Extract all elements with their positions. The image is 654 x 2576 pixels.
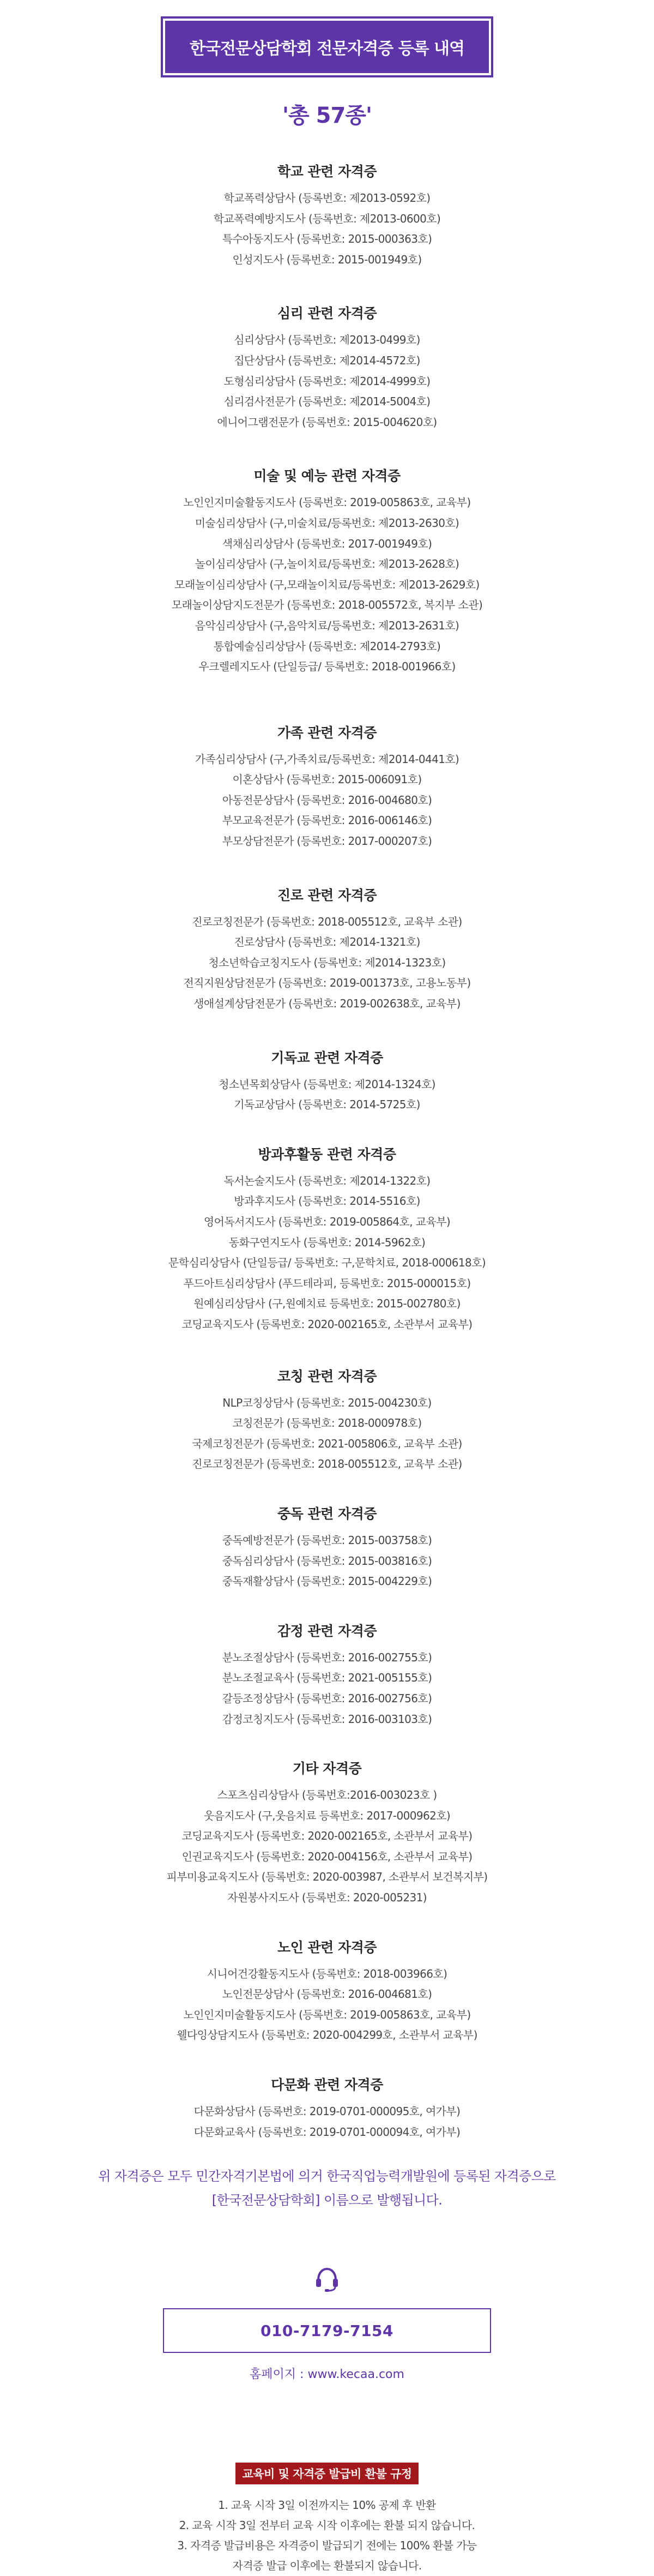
certificate-item: 생애설계상담전문가 (등록번호: 2019-002638호, 교육부) bbox=[193, 997, 461, 1011]
total-count: '총 57종' bbox=[282, 103, 372, 128]
certificate-item: 학교폭력상담사 (등록번호: 제2013-0592호) bbox=[223, 191, 431, 205]
certificate-item: 진로코칭전문가 (등록번호: 2018-005512호, 교육부 소관) bbox=[192, 915, 462, 928]
category-title: 중독 관련 자격증 bbox=[277, 1505, 377, 1522]
certificate-item: 집단상담사 (등록번호: 제2014-4572호) bbox=[234, 353, 420, 367]
category-title: 코칭 관련 자격증 bbox=[277, 1368, 377, 1384]
category-section bbox=[0, 161, 654, 270]
certificate-item: 인권교육지도사 (등록번호: 2020-004156호, 소관부서 교육부) bbox=[181, 1850, 473, 1863]
page-title: 한국전문상담학회 전문자격증 등록 내역 bbox=[190, 39, 464, 58]
homepage-link[interactable]: 홈페이지 : www.kecaa.com bbox=[250, 2368, 404, 2382]
certificate-item: 모래놀이상담지도전문가 (등록번호: 2018-005572호, 복지부 소관) bbox=[171, 598, 483, 612]
certificate-item: 이혼상담사 (등록번호: 2015-006091호) bbox=[232, 773, 422, 786]
category-title: 기타 자격증 bbox=[292, 1761, 362, 1777]
certificate-item: 방과후지도사 (등록번호: 2014-5516호) bbox=[234, 1194, 420, 1208]
certificate-item: 에니어그램전문가 (등록번호: 2015-004620호) bbox=[217, 415, 437, 429]
page bbox=[0, 19, 654, 2573]
category-section bbox=[0, 1366, 654, 1475]
category-title: 미술 및 예능 관련 자격증 bbox=[253, 468, 401, 484]
certificate-item: NLP코칭상담사 (등록번호: 2015-004230호) bbox=[222, 1396, 432, 1409]
certificate-item: 부모교육전문가 (등록번호: 2016-006146호) bbox=[222, 814, 432, 827]
certificate-item: 코칭전문가 (등록번호: 2018-000978호) bbox=[232, 1416, 422, 1430]
certificate-item: 분노조절교육사 (등록번호: 2021-005155호) bbox=[222, 1671, 432, 1685]
certificate-item: 피부미용교육지도사 (등록번호: 2020-003987, 소관부서 보건복지부) bbox=[166, 1870, 488, 1884]
certificate-item: 문학심리상담사 (단일등급/ 등록번호: 구,문학치료, 2018-000618호) bbox=[168, 1256, 486, 1270]
category-title: 감정 관련 자격증 bbox=[277, 1623, 377, 1639]
category-title: 다문화 관련 자격증 bbox=[271, 2077, 383, 2093]
category-title: 노인 관련 자격증 bbox=[277, 1939, 377, 1955]
notice-line-2: [한국전문상담학회] 이름으로 발행됩니다. bbox=[211, 2193, 443, 2208]
certificate-item: 영어독서지도사 (등록번호: 2019-005864호, 교육부) bbox=[203, 1215, 451, 1228]
certificate-item: 가족심리상담사 (구,가족치료/등록번호: 제2014-0441호) bbox=[195, 752, 459, 766]
certificate-item: 감정코칭지도사 (등록번호: 2016-003103호) bbox=[222, 1712, 432, 1726]
category-title: 심리 관련 자격증 bbox=[277, 305, 377, 322]
phone-box[interactable] bbox=[163, 2308, 491, 2353]
certificate-item: 웰다잉상담지도사 (등록번호: 2020-004299호, 소관부서 교육부) bbox=[177, 2028, 477, 2042]
certificate-item: 웃음지도사 (구,웃음치료 등록번호: 2017-000962호) bbox=[203, 1809, 451, 1822]
category-title: 기독교 관련 자격증 bbox=[271, 1049, 383, 1066]
certificate-item: 특수아동지도사 (등록번호: 2015-000363호) bbox=[222, 232, 432, 246]
category-title: 가족 관련 자격증 bbox=[277, 724, 377, 741]
category-section bbox=[0, 885, 654, 1014]
certificate-item: 중독예방전문가 (등록번호: 2015-003758호) bbox=[222, 1533, 432, 1547]
certificate-item: 노인인지미술활동지도사 (등록번호: 2019-005863호, 교육부) bbox=[183, 2008, 471, 2021]
certificate-item: 코딩교육지도사 (등록번호: 2020-002165호, 소관부서 교육부) bbox=[181, 1317, 473, 1331]
refund-rule: 3. 자격증 발급비용은 자격증이 발급되기 전에는 100% 환불 가능 bbox=[177, 2539, 477, 2553]
certificate-item: 심리검사전문가 (등록번호: 제2014-5004호) bbox=[223, 395, 431, 409]
certificate-item: 노인인지미술활동지도사 (등록번호: 2019-005863호, 교육부) bbox=[183, 496, 471, 509]
notice-line-1: 위 자격증은 모두 민간자격기본법에 의거 한국직업능력개발원에 등록된 자격증으로 bbox=[98, 2169, 556, 2184]
certificate-item: 푸드아트심리상담사 (푸드테라피, 등록번호: 2015-000015호) bbox=[183, 1276, 471, 1290]
certificate-item: 도형심리상담사 (등록번호: 제2014-4999호) bbox=[223, 374, 431, 388]
certificate-item: 시니어건강활동지도사 (등록번호: 2018-003966호) bbox=[207, 1967, 447, 1980]
certificate-item: 인성지도사 (등록번호: 2015-001949호) bbox=[232, 253, 422, 266]
certificate-item: 독서논술지도사 (등록번호: 제2014-1322호) bbox=[223, 1174, 431, 1187]
category-section bbox=[0, 1937, 654, 2046]
refund-rule: 자격증 발급 이후에는 환불되지 않습니다. bbox=[232, 2559, 422, 2573]
refund-title-badge: 교육비 및 자격증 발급비 환불 규정 bbox=[235, 2463, 418, 2484]
certificate-item: 학교폭력예방지도사 (등록번호: 제2013-0600호) bbox=[213, 212, 441, 225]
certificate-item: 중독재활상담사 (등록번호: 2015-004229호) bbox=[222, 1575, 432, 1588]
category-section bbox=[0, 1503, 654, 1592]
category-section bbox=[0, 1047, 654, 1115]
certificate-item: 갈등조정상담사 (등록번호: 2016-002756호) bbox=[222, 1691, 432, 1705]
category-section bbox=[0, 465, 654, 677]
certificate-item: 우크렐레지도사 (단일등급/ 등록번호: 2018-001966호) bbox=[198, 660, 456, 674]
certificate-item: 심리상담사 (등록번호: 제2013-0499호) bbox=[234, 333, 420, 347]
certificate-item: 중독심리상담사 (등록번호: 2015-003816호) bbox=[222, 1554, 432, 1568]
certificate-item: 놀이심리상담사 (구,놀이치료/등록번호: 제2013-2628호) bbox=[195, 557, 459, 571]
certificate-item: 기독교상담사 (등록번호: 2014-5725호) bbox=[234, 1098, 420, 1112]
certificate-item: 색채심리상담사 (등록번호: 2017-001949호) bbox=[222, 537, 432, 550]
refund-rule: 2. 교육 시작 3일 전부터 교육 시작 이후에는 환불 되지 않습니다. bbox=[179, 2519, 475, 2532]
category-title: 학교 관련 자격증 bbox=[277, 164, 377, 179]
phone-number[interactable]: 010-7179-7154 bbox=[260, 2321, 394, 2340]
certificate-item: 음악심리상담사 (구,음악치료/등록번호: 제2013-2631호) bbox=[195, 619, 459, 632]
refund-policy-list bbox=[0, 2495, 654, 2576]
category-section bbox=[0, 1620, 654, 1730]
certificate-item: 코딩교육지도사 (등록번호: 2020-002165호, 소관부서 교육부) bbox=[181, 1829, 473, 1843]
refund-rule: 1. 교육 시작 3일 이전까지는 10% 공제 후 반환 bbox=[218, 2499, 436, 2512]
certificate-item: 통합예술심리상담사 (등록번호: 제2014-2793호) bbox=[213, 639, 441, 653]
certificate-item: 청소년학습코칭지도사 (등록번호: 제2014-1323호) bbox=[208, 956, 446, 969]
category-section bbox=[0, 1758, 654, 1908]
category-list bbox=[0, 161, 654, 2142]
certificate-item: 부모상담전문가 (등록번호: 2017-000207호) bbox=[222, 834, 432, 848]
category-section bbox=[0, 1144, 654, 1335]
certificate-item: 동화구연지도사 (등록번호: 2014-5962호) bbox=[228, 1235, 426, 1249]
certificate-item: 청소년목회상담사 (등록번호: 제2014-1324호) bbox=[219, 1077, 435, 1091]
certificate-item: 다문화상담사 (등록번호: 2019-0701-000095호, 여가부) bbox=[193, 2105, 461, 2118]
certificate-item: 모래놀이심리상담사 (구,모래놀이치료/등록번호: 제2013-2629호) bbox=[174, 578, 480, 591]
certificate-item: 국제코칭전문가 (등록번호: 2021-005806호, 교육부 소관) bbox=[192, 1437, 462, 1450]
certificate-item: 스포츠심리상담사 (등록번호:2016-003023호 ) bbox=[217, 1788, 437, 1802]
headset-icon bbox=[313, 2265, 341, 2293]
category-title: 진로 관련 자격증 bbox=[277, 887, 377, 903]
category-section bbox=[0, 303, 654, 433]
certificate-item: 원예심리상담사 (구,원예치료 등록번호: 2015-002780호) bbox=[193, 1297, 461, 1311]
category-section bbox=[0, 2074, 654, 2142]
certificate-item: 다문화교육사 (등록번호: 2019-0701-000094호, 여가부) bbox=[193, 2125, 461, 2139]
certificate-item: 진로코칭전문가 (등록번호: 2018-005512호, 교육부 소관) bbox=[192, 1457, 462, 1471]
certificate-item: 아동전문상담사 (등록번호: 2016-004680호) bbox=[222, 793, 432, 807]
certificate-item: 전직지원상담전문가 (등록번호: 2019-001373호, 고용노동부) bbox=[183, 976, 471, 990]
certificate-item: 자원봉사지도사 (등록번호: 2020-005231) bbox=[227, 1891, 427, 1905]
registration-notice bbox=[0, 2164, 654, 2212]
certificate-item: 미술심리상담사 (구,미술치료/등록번호: 제2013-2630호) bbox=[195, 516, 459, 530]
header-banner bbox=[163, 19, 491, 75]
certificate-item: 진로상담사 (등록번호: 제2014-1321호) bbox=[234, 935, 420, 949]
refund-section bbox=[0, 2463, 654, 2484]
category-section bbox=[0, 722, 654, 852]
certificate-item: 노인전문상담사 (등록번호: 2016-004681호) bbox=[222, 1987, 432, 2001]
category-title: 방과후활동 관련 자격증 bbox=[258, 1146, 396, 1162]
certificate-item: 분노조절상담사 (등록번호: 2016-002755호) bbox=[222, 1650, 432, 1664]
